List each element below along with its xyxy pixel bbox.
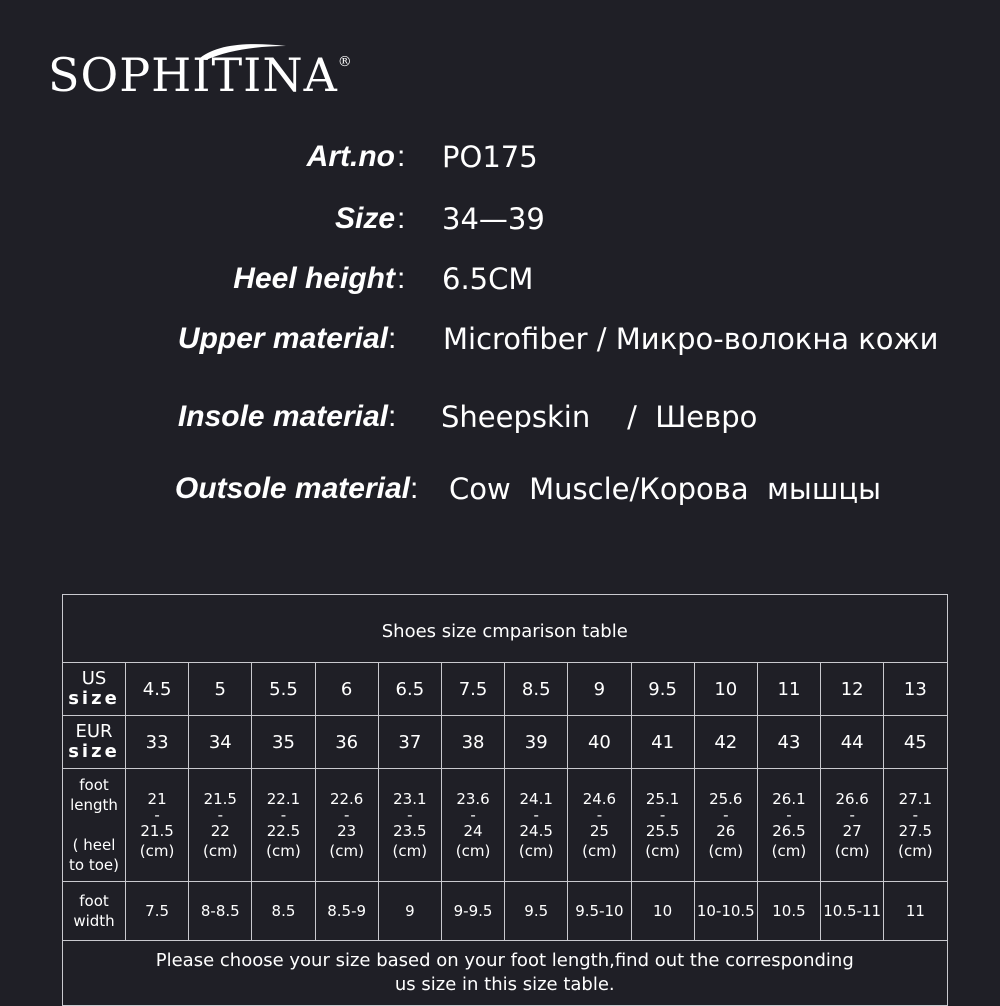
length-separator: - xyxy=(912,806,919,824)
spec-value: Sheepskin / Шевро xyxy=(441,400,758,434)
length-unit: (cm) xyxy=(139,842,175,860)
eur-size-cell: 35 xyxy=(252,716,315,769)
foot-width-cell: 11 xyxy=(884,882,947,941)
brand-name: SOPHITINA xyxy=(48,48,338,102)
foot-width-cell: 10 xyxy=(631,882,694,941)
foot-length-cell xyxy=(505,769,568,882)
us-size-cell: 11 xyxy=(757,663,820,716)
length-unit: (cm) xyxy=(266,842,301,860)
length-from: 27.1 xyxy=(898,790,933,808)
spec-outsole-material: Outsole material : Cow Muscle/Корова мышцы xyxy=(174,472,881,506)
us-size-cell: 9 xyxy=(568,663,631,716)
foot-length-cell xyxy=(568,769,631,882)
length-separator: - xyxy=(533,806,539,824)
length-to: 22.5 xyxy=(266,822,301,840)
foot-width-cell: 9.5-10 xyxy=(568,882,631,941)
length-from: 23.1 xyxy=(393,790,427,808)
length-separator: - xyxy=(723,806,729,824)
us-size-cell: 12 xyxy=(821,663,884,716)
eur-size-cell: 33 xyxy=(126,716,189,769)
eur-size-cell: 44 xyxy=(821,716,884,769)
spec-size: Size : 34—39 xyxy=(334,202,545,236)
spec-value: Cow Muscle/Корова мышцы xyxy=(449,472,881,506)
size-note: Please choose your size based on your foot length,find out the corresponding us size in this size table. xyxy=(63,941,948,1006)
length-to: 22 xyxy=(210,822,230,840)
length-to: 21.5 xyxy=(140,822,174,840)
spec-label: Outsole material xyxy=(174,472,410,505)
length-to: 26.5 xyxy=(772,822,806,840)
spec-value: PO175 xyxy=(442,140,538,174)
spec-heel-height: Heel height : 6.5CM xyxy=(233,262,534,296)
length-unit: (cm) xyxy=(518,842,554,860)
eur-size-cell: 40 xyxy=(568,716,631,769)
foot-length-header: foot length ( heel to toe) xyxy=(63,769,126,882)
eur-size-cell: 36 xyxy=(315,716,378,769)
length-to: 23 xyxy=(337,822,357,840)
spec-label: Heel height xyxy=(233,262,395,295)
length-to: 23.5 xyxy=(393,822,427,840)
spec-value: 34—39 xyxy=(442,202,545,236)
length-unit: (cm) xyxy=(771,842,807,860)
foot-width-cell: 9.5 xyxy=(505,882,568,941)
length-separator: - xyxy=(659,806,666,824)
spec-value: 6.5CM xyxy=(442,262,534,296)
foot-length-row xyxy=(63,769,948,882)
length-separator: - xyxy=(786,806,792,824)
length-unit: (cm) xyxy=(645,842,680,860)
us-size-cell: 5.5 xyxy=(252,663,315,716)
length-from: 22.1 xyxy=(266,790,301,808)
foot-length-cell xyxy=(757,769,820,882)
foot-width-cell: 8.5 xyxy=(252,882,315,941)
length-to: 25.5 xyxy=(645,822,680,840)
table-title: Shoes size cmparison table xyxy=(63,595,948,663)
length-unit: (cm) xyxy=(392,842,428,860)
foot-length-cell xyxy=(252,769,315,882)
foot-length-cell xyxy=(631,769,694,882)
us-size-cell: 7.5 xyxy=(441,663,504,716)
eur-size-cell: 43 xyxy=(757,716,820,769)
spec-label: Upper material xyxy=(177,322,388,355)
eur-size-cell: 38 xyxy=(441,716,504,769)
length-to: 24.5 xyxy=(519,822,553,840)
spec-label: Insole material xyxy=(177,400,388,433)
length-from: 25.6 xyxy=(709,790,743,808)
eur-size-cell: 45 xyxy=(884,716,947,769)
length-unit: (cm) xyxy=(329,842,364,860)
length-unit: (cm) xyxy=(202,842,238,860)
foot-width-cell: 9 xyxy=(378,882,441,941)
us-size-cell: 8.5 xyxy=(505,663,568,716)
foot-length-cell xyxy=(821,769,884,882)
foot-width-cell: 7.5 xyxy=(126,882,189,941)
us-size-cell: 6.5 xyxy=(378,663,441,716)
length-from: 25.1 xyxy=(645,790,680,808)
spec-label: Size xyxy=(334,202,395,235)
foot-length-cell xyxy=(884,769,947,882)
length-unit: (cm) xyxy=(708,842,744,860)
registered-mark: ® xyxy=(337,54,353,70)
foot-width-row xyxy=(63,882,948,941)
spec-upper-material: Upper material : Microfiber / Микро-волокна кожи xyxy=(177,322,939,356)
us-size-cell: 5 xyxy=(189,663,252,716)
eur-size-row xyxy=(63,716,948,769)
eur-size-cell: 34 xyxy=(189,716,252,769)
spec-label: Art.no xyxy=(306,140,395,173)
foot-width-cell: 9-9.5 xyxy=(441,882,504,941)
spec-art-no: Art.no : PO175 xyxy=(306,140,538,174)
length-separator: - xyxy=(280,806,287,824)
foot-width-cell: 10.5 xyxy=(757,882,820,941)
length-separator: - xyxy=(343,806,350,824)
length-to: 27.5 xyxy=(898,822,933,840)
us-size-row xyxy=(63,663,948,716)
us-size-cell: 10 xyxy=(694,663,757,716)
brand-logo xyxy=(48,48,353,102)
eur-size-header: EUR size xyxy=(63,716,126,769)
foot-length-cell xyxy=(694,769,757,882)
length-from: 24.1 xyxy=(519,790,553,808)
foot-length-cell xyxy=(378,769,441,882)
foot-width-header: foot width xyxy=(63,882,126,941)
foot-length-cell xyxy=(315,769,378,882)
length-from: 21 xyxy=(147,790,167,808)
us-size-header: US size xyxy=(63,663,126,716)
length-separator: - xyxy=(154,806,160,824)
foot-width-cell: 10.5-11 xyxy=(821,882,884,941)
length-from: 24.6 xyxy=(582,790,617,808)
foot-width-cell: 10-10.5 xyxy=(694,882,757,941)
spec-value: Microfiber / Микро-волокна кожи xyxy=(443,322,939,356)
size-comparison-table xyxy=(62,594,948,1006)
length-separator: - xyxy=(217,806,223,824)
length-to: 27 xyxy=(842,822,862,840)
logo-swoosh-icon xyxy=(198,40,288,62)
length-separator: - xyxy=(596,806,603,824)
us-size-cell: 9.5 xyxy=(631,663,694,716)
length-from: 23.6 xyxy=(456,790,490,808)
us-size-cell: 6 xyxy=(315,663,378,716)
length-to: 26 xyxy=(716,822,736,840)
length-unit: (cm) xyxy=(455,842,491,860)
spec-insole-material: Insole material : Sheepskin / Шевро xyxy=(177,400,758,434)
foot-width-cell: 8.5-9 xyxy=(315,882,378,941)
length-unit: (cm) xyxy=(898,842,933,860)
eur-size-cell: 42 xyxy=(694,716,757,769)
foot-width-cell: 8-8.5 xyxy=(189,882,252,941)
length-to: 25 xyxy=(589,822,609,840)
eur-size-cell: 37 xyxy=(378,716,441,769)
length-unit: (cm) xyxy=(834,842,870,860)
length-unit: (cm) xyxy=(582,842,617,860)
foot-length-cell xyxy=(441,769,504,882)
eur-size-cell: 39 xyxy=(505,716,568,769)
length-from: 26.6 xyxy=(835,790,869,808)
length-separator: - xyxy=(849,806,855,824)
length-from: 21.5 xyxy=(203,790,237,808)
foot-length-cell xyxy=(189,769,252,882)
eur-size-cell: 41 xyxy=(631,716,694,769)
length-separator: - xyxy=(470,806,476,824)
us-size-cell: 4.5 xyxy=(126,663,189,716)
length-from: 26.1 xyxy=(772,790,806,808)
foot-length-cell xyxy=(126,769,189,882)
length-to: 24 xyxy=(463,822,483,840)
length-from: 22.6 xyxy=(329,790,364,808)
length-separator: - xyxy=(407,806,413,824)
us-size-cell: 13 xyxy=(884,663,947,716)
